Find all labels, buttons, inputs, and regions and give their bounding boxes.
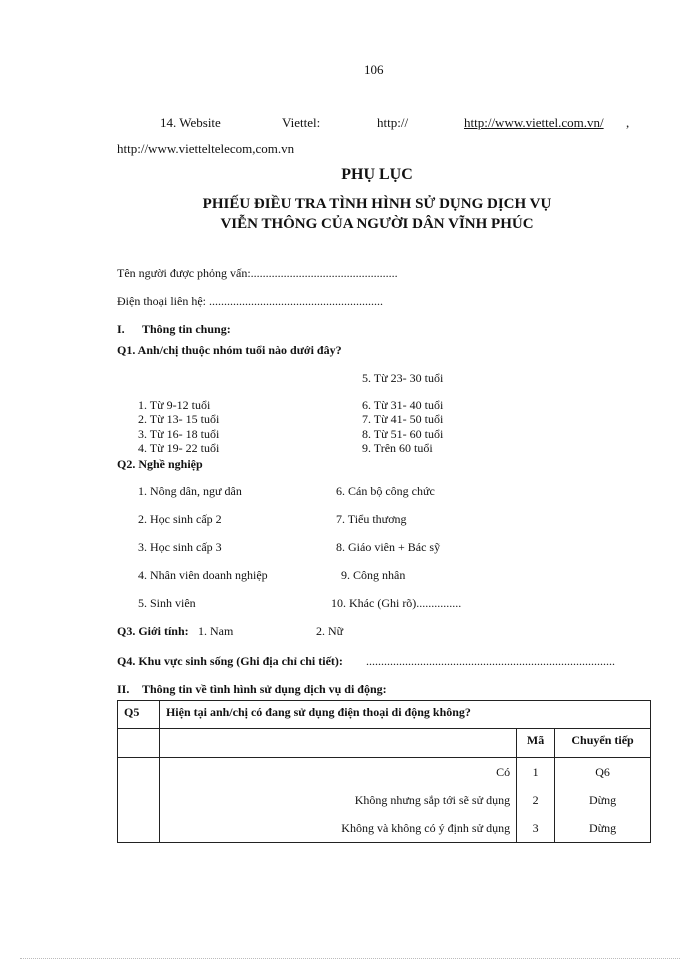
q5-options-row bbox=[118, 758, 651, 843]
ref-viettel-label: Viettel: bbox=[282, 115, 321, 130]
page-number: 106 bbox=[364, 62, 384, 77]
q3-option-female[interactable]: 2. Nữ bbox=[316, 624, 344, 638]
q1-option-3[interactable]: 3. Từ 16- 18 tuổi bbox=[138, 427, 220, 441]
q5-option-2-code: 2 bbox=[532, 793, 539, 807]
q5-option-1-code: 1 bbox=[532, 765, 539, 779]
q2-option-6[interactable]: 6. Cán bộ công chức bbox=[336, 484, 435, 498]
ref-trailing-comma: , bbox=[626, 115, 630, 130]
q2-option-10[interactable]: 10. Khác (Ghi rõ)............... bbox=[331, 596, 462, 610]
q3-option-male[interactable]: 1. Nam bbox=[198, 624, 234, 638]
q1-option-2[interactable]: 2. Từ 13- 15 tuổi bbox=[138, 412, 220, 426]
q1-option-1[interactable]: 1. Từ 9-12 tuổi bbox=[138, 398, 211, 412]
q2-option-8[interactable]: 8. Giáo viên + Bác sỹ bbox=[336, 540, 441, 554]
q5-option-2-label[interactable]: Không nhưng sắp tới sẽ sử dụng bbox=[354, 793, 511, 807]
q5-option-1-label[interactable]: Có bbox=[496, 765, 511, 779]
q5-option-3-label[interactable]: Không và không có ý định sử dụng bbox=[341, 821, 511, 835]
q5-option-next bbox=[555, 758, 651, 843]
interviewee-name-field[interactable]: Tên người được phỏng vấn:................................................. bbox=[117, 266, 398, 280]
q5-col-next-header: Chuyển tiếp bbox=[555, 729, 651, 758]
section-2-title: Thông tin về tình hình sử dụng dịch vụ di động: bbox=[142, 682, 387, 696]
q1-option-9[interactable]: 9. Trên 60 tuổi bbox=[362, 441, 433, 455]
q5-options-empty-cell bbox=[118, 758, 160, 843]
q1-option-4[interactable]: 4. Từ 19- 22 tuổi bbox=[138, 441, 220, 455]
appendix-heading: PHỤ LỤC bbox=[341, 166, 413, 183]
section-2-number: II. bbox=[117, 682, 130, 696]
q1-option-7[interactable]: 7. Từ 41- 50 tuổi bbox=[362, 412, 444, 426]
q2-option-2[interactable]: 2. Học sinh cấp 2 bbox=[138, 512, 222, 526]
q1-label: Q1. Anh/chị thuộc nhóm tuổi nào dưới đây? bbox=[117, 343, 342, 357]
q5-option-labels bbox=[159, 758, 516, 843]
q2-label: Q2. Nghề nghiệp bbox=[117, 457, 203, 471]
q2-option-5[interactable]: 5. Sinh viên bbox=[138, 596, 196, 610]
q5-question: Hiện tại anh/chị có đang sử dụng điện thoại di động không? bbox=[159, 701, 650, 729]
q5-option-3-code: 3 bbox=[532, 821, 539, 835]
survey-title-line-2: VIỄN THÔNG CỦA NGƯỜI DÂN VĨNH PHÚC bbox=[220, 216, 534, 232]
q1-option-5[interactable]: 5. Từ 23- 30 tuổi bbox=[362, 371, 444, 385]
ref-http-label: http:// bbox=[377, 115, 409, 130]
q5-option-3-next: Dừng bbox=[588, 821, 617, 835]
section-1-title: Thông tin chung: bbox=[142, 322, 231, 336]
q5-option-2-next: Dừng bbox=[588, 793, 617, 807]
q5-empty-cell bbox=[118, 729, 160, 758]
ref-viettel-link[interactable]: http://www.viettel.com.vn/ bbox=[464, 115, 604, 130]
q5-table bbox=[117, 700, 651, 843]
survey-title-line-1: PHIẾU ĐIỀU TRA TÌNH HÌNH SỬ DỤNG DỊCH VỤ bbox=[202, 196, 552, 212]
q4-address-field[interactable]: ................................................................................... bbox=[366, 654, 615, 668]
phone-field[interactable]: Điện thoại liên hệ: .......................................................... bbox=[117, 294, 383, 308]
q1-option-6[interactable]: 6. Từ 31- 40 tuổi bbox=[362, 398, 444, 412]
q2-option-3[interactable]: 3. Học sinh cấp 3 bbox=[138, 540, 222, 554]
q5-code-cell: Q5 bbox=[118, 701, 160, 729]
q2-option-1[interactable]: 1. Nông dân, ngư dân bbox=[138, 484, 242, 498]
q1-option-8[interactable]: 8. Từ 51- 60 tuổi bbox=[362, 427, 444, 441]
q5-empty-label-header bbox=[159, 729, 516, 758]
ref-website-label: 14. Website bbox=[160, 115, 221, 130]
q5-col-code-header: Mã bbox=[517, 729, 555, 758]
q5-option-1-next: Q6 bbox=[595, 765, 610, 779]
q5-option-codes bbox=[517, 758, 555, 843]
q5-column-header-row bbox=[118, 729, 651, 758]
ref-vietteltelecom-line: http://www.vietteltelecom,com.vn bbox=[117, 141, 295, 156]
q2-option-4[interactable]: 4. Nhân viên doanh nghiệp bbox=[138, 568, 268, 582]
q2-option-9[interactable]: 9. Công nhân bbox=[341, 568, 406, 582]
q2-option-7[interactable]: 7. Tiểu thương bbox=[336, 512, 407, 526]
q5-header-row bbox=[118, 701, 651, 729]
q3-label: Q3. Giới tính: bbox=[117, 624, 189, 638]
page-bottom-divider bbox=[20, 958, 680, 959]
q4-label: Q4. Khu vực sinh sống (Ghi địa chỉ chi tiết): bbox=[117, 654, 343, 668]
section-1-number: I. bbox=[117, 322, 125, 336]
